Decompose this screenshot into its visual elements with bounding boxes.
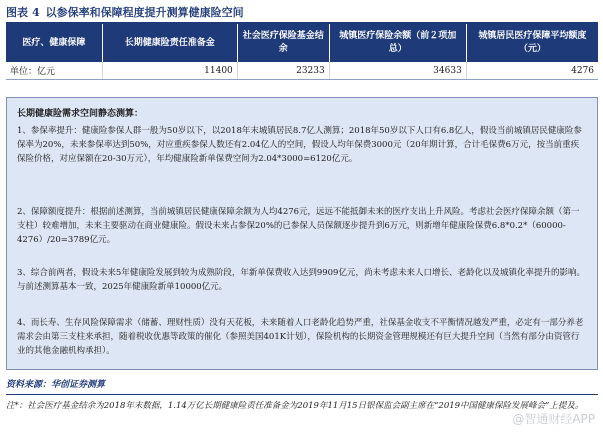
analysis-paragraph-2: 2、保障额度提升：根据前述测算，当前城镇居民健康保障余额为人均4276元，远远不能抵御未来的医疗支出上升风险。考虑社会医疗保障余额（第一支柱）较难增加，未来主要驱动在商业健康险。假设未来占参保20%的已参保人员保额逐步提升到6万元，则新增年健康险保费6.8*0.2*（60000-4276）/20=3789亿元。: [17, 207, 580, 245]
source-line: 资料来源：华创证券测算: [6, 380, 106, 390]
analysis-title: 长期健康险需求空间静态测算：: [17, 109, 144, 119]
cell-unit: 单位：亿元: [6, 62, 102, 80]
analysis-paragraph-1: 1、参保率提升：健康险参保人群一般为50岁以下，以2018年末城镇居民8.7亿人测算；2018年50岁以下人口有6.8亿人，假设当前城镇居民健康险参保率为20%，未来参保率达到50%，对应重疾参保人数还有2.04亿人的空间，假设人均年保费3000元（20年期计算，合计毛保费6万元，按当前重疾保险价格，对应保额在20-30万元），年均健康险新单保费空间为2.04*3000=6120亿元。: [17, 126, 582, 164]
figure-title: [6, 4, 598, 21]
cell-long-term-reserve: 11400: [102, 62, 237, 80]
header-col-4: 城镇医疗保险余额（前２项加总）: [329, 24, 466, 62]
figure-caption: 以参保率和保障程度提升测算健康险空间: [45, 6, 244, 19]
figure-label: 图表: [6, 6, 28, 19]
figure-number: 4: [32, 6, 40, 19]
cell-avg-amount: 4276: [466, 62, 598, 80]
cell-social-fund-balance: 23233: [237, 62, 329, 80]
footnote: 注*：社会医疗基金结余为2018年末数据，1.14万亿长期健康险责任准备金为2019年11月15日银保监会副主席在“2019中国健康保险发展峰会”上提及。: [6, 401, 584, 411]
bottom-rule: [6, 394, 598, 395]
analysis-paragraph-4: 4、而长寿、生存风险保障需求（储蓄、理财性质）没有天花板，未来随着人口老龄化趋势严重，社保基金收支不平衡情况越发严重，必定有一部分养老需求会由第三支柱来承担，随着税收优惠等政策的催化（参照美国401K计划），保险机构的长期资金管理规模还有巨大提升空间（当然有部分由资管行业的其他金融机构承担）。: [17, 318, 584, 356]
data-table: [6, 24, 598, 80]
cell-urban-balance: 34633: [329, 62, 466, 80]
header-col-5: 城镇居民医疗保障平均额度（元）: [466, 24, 598, 62]
header-col-1: 医疗、健康保障: [6, 24, 102, 62]
analysis-paragraph-3: 3、综合前两者，假设未来5年健康险发展到较为成熟阶段，年新单保费收入达到9909亿元，尚未考虑未来人口增长、老龄化以及城镇化率提升的影响。与前述测算基本一致，2025年健康险新单10000亿元。: [17, 268, 585, 292]
table-row: [6, 62, 598, 80]
watermark: @智通财经APP: [512, 412, 595, 426]
header-col-3: 社会医疗保险基金结余: [237, 24, 329, 62]
analysis-panel: [6, 97, 598, 370]
table-header-row: [6, 24, 598, 62]
header-col-2: 长期健康险责任准备金: [102, 24, 237, 62]
